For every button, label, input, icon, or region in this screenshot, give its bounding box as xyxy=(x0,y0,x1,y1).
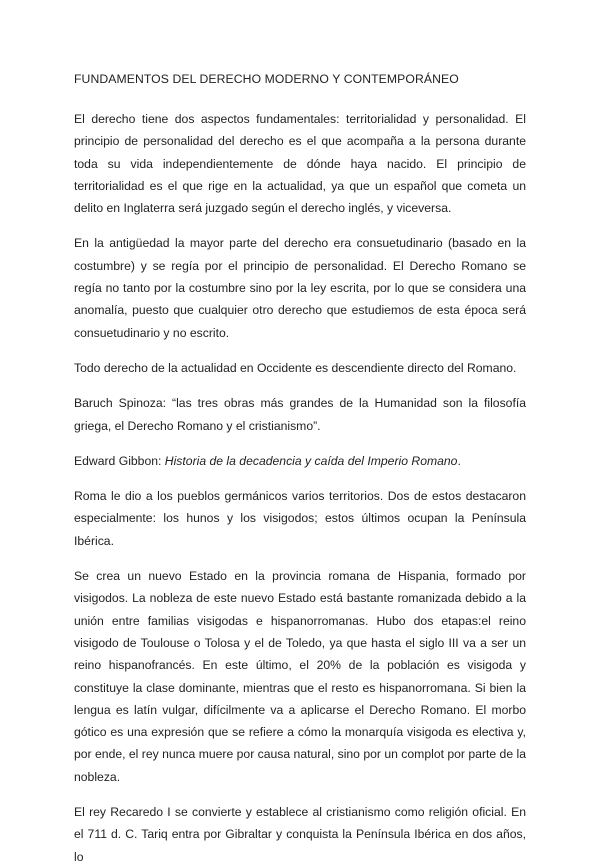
paragraph-germanic-peoples: Roma le dio a los pueblos germánicos varios territorios. Dos de estos destacaron especialmente: los hunos y los visigodos; estos últimos ocupan la Península Ibérica. xyxy=(74,489,526,548)
paragraph-recaredo: El rey Recaredo I se convierte y establece al cristianismo como religión oficial. En el 711 d. C. Tariq entra por Gibraltar y conquista la Península Ibérica en dos años, lo xyxy=(74,805,526,864)
paragraph-antiquity: En la antigüedad la mayor parte del derecho era consuetudinario (basado en la costumbre) y se regía por el principio de personalidad. El Derecho Romano se regía no tanto por la costumbre sino por la ley escrita, por lo que se considera una anomalía, puesto que cualquier otro derecho que estudiemos de esta época será consuetudinario y no escrito. xyxy=(74,236,526,340)
gibbon-author: Edward Gibbon: xyxy=(74,453,165,468)
gibbon-end: . xyxy=(457,453,461,468)
paragraph-occident: Todo derecho de la actualidad en Occidente es descendiente directo del Romano. xyxy=(74,360,517,375)
gibbon-work-title: Historia de la decadencia y caída del Imperio Romano xyxy=(164,453,458,468)
paragraph-visigoth-state: Se crea un nuevo Estado en la provincia romana de Hispania, formado por visigodos. La nobleza de este nuevo Estado está bastante romanizada debido a la unión entre familias visigodas e hispanorromanas. Hubo dos etapas:el reino visigodo de Toulouse o Tolosa y el de Toledo, ya que hasta el siglo III va a ser un reino hispanofrancés. En este último, el 20% de la población es visigoda y constituye la clase dominante, mientras que el resto es hispanorromana. Si bien la lengua es latín vulgar, difícilmente va a aplicarse el Derecho Romano. El morbo gótico es una expresión que se refiere a cómo la monarquía visigoda es electiva y, por ende, el rey nunca muere por causa natural, sino por un complot por parte de la nobleza. xyxy=(74,569,526,784)
document-title: FUNDAMENTOS DEL DERECHO MODERNO Y CONTEMPORÁNEO xyxy=(74,72,459,86)
paragraph-territoriality: El derecho tiene dos aspectos fundamentales: territorialidad y personalidad. El principio de personalidad del derecho es el que acompaña a la persona durante toda su vida independientemente de dónde haya nacido. El principio de territorialidad es el que rige en la actualidad, ya que un español que cometa un delito en Inglaterra será juzgado según el derecho inglés, y viceversa. xyxy=(74,112,526,216)
paragraph-spinoza-quote: Baruch Spinoza: “las tres obras más grandes de la Humanidad son la filosofía griega, el Derecho Romano y el cristianismo”. xyxy=(74,396,526,433)
paragraph-gibbon xyxy=(74,450,526,472)
